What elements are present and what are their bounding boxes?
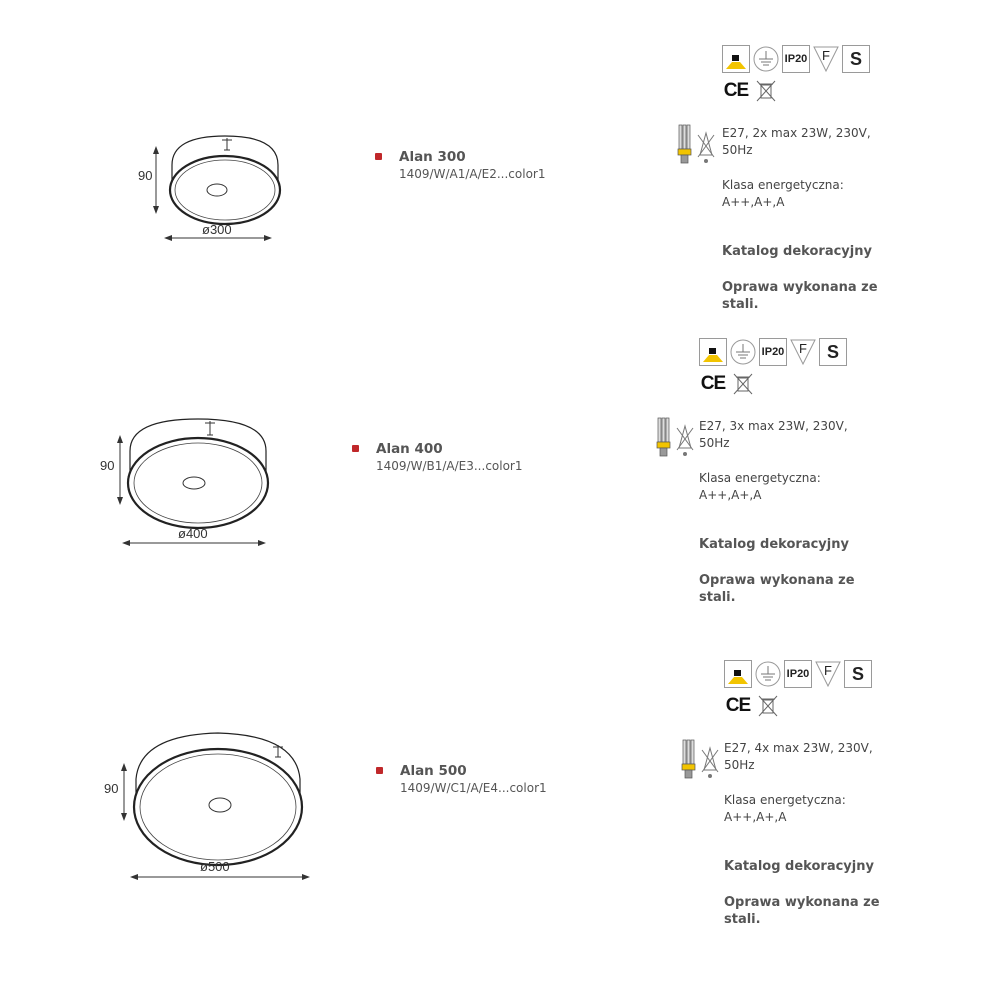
s-mark-icon: S	[842, 45, 870, 73]
bulb-icons	[653, 416, 695, 458]
bulb-spec-line1: E27, 2x max 23W, 230V,	[722, 126, 871, 140]
bulb-spec-line2: 50Hz	[722, 143, 753, 157]
energy-class-value: A++,A+,A	[724, 810, 787, 824]
diameter-label: ø400	[178, 526, 208, 541]
energy-class-label: Klasa energetyczna:	[699, 471, 821, 485]
certification-icons-row	[699, 338, 847, 366]
product-code: 1409/W/B1/A/E3...color1	[376, 459, 523, 473]
earth-ground-icon	[754, 660, 782, 688]
product-alan-400	[0, 293, 1000, 605]
ce-mark-icon: CE	[722, 77, 750, 105]
compliance-icons-row	[699, 370, 757, 398]
dimension-drawing	[96, 413, 286, 557]
bulb-icons	[674, 123, 716, 165]
material-line2: stali.	[722, 297, 759, 312]
product-name: Alan 300	[399, 149, 466, 165]
bulb-icon	[653, 416, 673, 458]
s-mark-icon: S	[844, 660, 872, 688]
earth-ground-icon	[752, 45, 780, 73]
bulb-spec-line2: 50Hz	[699, 436, 730, 450]
ceiling-mount-icon	[722, 45, 750, 73]
lamp-drawing-svg	[96, 413, 286, 553]
product-name: Alan 400	[376, 441, 443, 457]
f-mark-icon: F	[812, 45, 840, 73]
bulb-icons	[678, 738, 720, 780]
material-line1: Oprawa wykonana ze	[699, 573, 855, 588]
no-dimmer-icon	[700, 738, 720, 780]
dimension-drawing	[130, 130, 290, 254]
material-line2: stali.	[724, 912, 761, 927]
height-label: 90	[100, 458, 115, 473]
no-dimmer-icon	[675, 416, 695, 458]
ip20-icon: IP20	[782, 45, 810, 73]
spec-panel	[724, 660, 974, 940]
material-note	[724, 894, 880, 928]
bulb-icon	[678, 738, 698, 780]
ceiling-mount-icon	[699, 338, 727, 366]
catalog-label: Katalog dekoracyjny	[722, 244, 872, 259]
weee-bin-icon	[754, 692, 782, 720]
ceiling-mount-icon	[724, 660, 752, 688]
energy-class-label: Klasa energetyczna:	[722, 178, 844, 192]
bulb-spec-line1: E27, 4x max 23W, 230V,	[724, 741, 873, 755]
red-bullet	[375, 153, 382, 160]
certification-icons-row	[724, 660, 872, 688]
bulb-spec-line1: E27, 3x max 23W, 230V,	[699, 419, 848, 433]
weee-bin-icon	[752, 77, 780, 105]
compliance-icons-row	[724, 692, 782, 720]
red-bullet	[376, 767, 383, 774]
diameter-label: ø500	[200, 859, 230, 874]
material-line1: Oprawa wykonana ze	[724, 895, 880, 910]
energy-class	[699, 470, 821, 504]
bulb-icon	[674, 123, 694, 165]
bulb-spec	[724, 740, 873, 774]
material-line1: Oprawa wykonana ze	[722, 280, 878, 295]
ce-mark-icon: CE	[724, 692, 752, 720]
energy-class-value: A++,A+,A	[699, 488, 762, 502]
energy-class	[724, 792, 846, 826]
spec-panel	[722, 45, 972, 325]
weee-bin-icon	[729, 370, 757, 398]
product-code: 1409/W/A1/A/E2...color1	[399, 167, 546, 181]
energy-class	[722, 177, 844, 211]
product-name: Alan 500	[400, 763, 467, 779]
height-label: 90	[138, 168, 153, 183]
certification-icons-row	[722, 45, 870, 73]
diameter-label: ø300	[202, 222, 232, 237]
product-alan-500	[0, 615, 1000, 927]
catalog-label: Katalog dekoracyjny	[724, 859, 874, 874]
spec-panel	[699, 338, 949, 618]
lamp-drawing-svg	[100, 727, 315, 887]
bulb-spec	[722, 125, 871, 159]
bulb-spec-line2: 50Hz	[724, 758, 755, 772]
height-label: 90	[104, 781, 119, 796]
no-dimmer-icon	[696, 123, 716, 165]
f-mark-icon: F	[789, 338, 817, 366]
bulb-spec	[699, 418, 848, 452]
material-note	[699, 572, 855, 606]
ip20-icon: IP20	[784, 660, 812, 688]
ce-mark-icon: CE	[699, 370, 727, 398]
earth-ground-icon	[729, 338, 757, 366]
dimension-drawing	[100, 727, 315, 891]
product-code: 1409/W/C1/A/E4...color1	[400, 781, 547, 795]
red-bullet	[352, 445, 359, 452]
catalog-label: Katalog dekoracyjny	[699, 537, 849, 552]
material-line2: stali.	[699, 590, 736, 605]
energy-class-label: Klasa energetyczna:	[724, 793, 846, 807]
product-alan-300	[0, 0, 1000, 312]
ip20-icon: IP20	[759, 338, 787, 366]
s-mark-icon: S	[819, 338, 847, 366]
f-mark-icon: F	[814, 660, 842, 688]
lamp-drawing-svg	[130, 130, 290, 250]
energy-class-value: A++,A+,A	[722, 195, 785, 209]
compliance-icons-row	[722, 77, 780, 105]
